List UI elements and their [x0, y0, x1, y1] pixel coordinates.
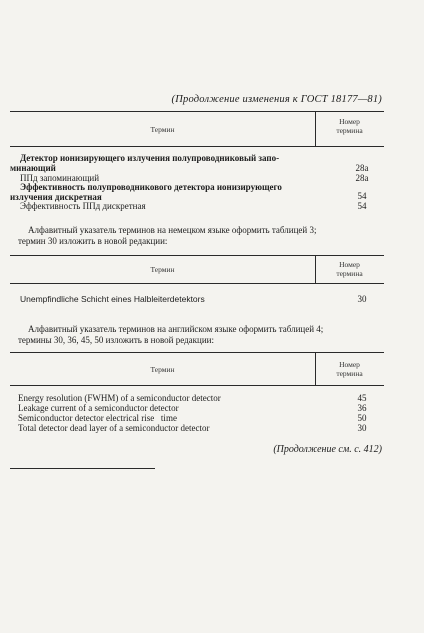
paragraph-english-index	[18, 324, 382, 346]
table1-number: 28а	[355, 163, 369, 173]
table1-number: 54	[357, 191, 367, 201]
table3-number-header	[315, 360, 384, 378]
table2-number-header-line1: Номер	[339, 260, 360, 269]
table3-number-header-line2: термина	[336, 369, 363, 378]
table1-term-cont: излучения дискретная	[10, 192, 102, 202]
table1-term: Эффективность ППд дискретная	[20, 201, 146, 211]
table2-number-header-line2: термина	[336, 269, 363, 278]
table3-term-header: Термин	[150, 365, 175, 374]
table2-term-header: Термин	[150, 265, 175, 274]
table3-row	[18, 393, 382, 403]
table2-number-header	[315, 260, 384, 278]
table1-term: Эффективность полупроводникового детектора ионизирующего	[20, 182, 282, 192]
table2-term: Unempfindliche Schicht eines Halbleiterdetektors	[20, 294, 205, 304]
table1-term: Детектор ионизирующего излучения полупроводниковый запо-	[20, 153, 280, 163]
table1-number-header	[315, 117, 384, 135]
table1-number-header-line1: Номер	[339, 117, 360, 126]
table1-term: ППд запоминающий	[20, 173, 100, 183]
table1-row	[20, 201, 382, 211]
table1-number: 28а	[355, 173, 369, 183]
continuation-header: (Продолжение изменения к ГОСТ 18177—81)	[171, 94, 382, 105]
table1-header-rule	[10, 146, 384, 147]
table1-term-header: Термин	[150, 125, 175, 134]
table1-top-rule	[10, 111, 384, 112]
table3-number: 50	[357, 413, 367, 423]
paragraph-line: Алфавитный указатель терминов на английском языке оформить таблицей 4;	[28, 324, 324, 334]
table3-number-header-line1: Номер	[339, 360, 360, 369]
table3-row	[18, 413, 382, 423]
table2-row	[20, 294, 382, 304]
table3-top-rule	[10, 352, 384, 353]
paragraph-line: Алфавитный указатель терминов на немецком языке оформить таблицей 3;	[28, 225, 317, 235]
table3-term: Semiconductor detector electrical rise time	[18, 413, 177, 423]
table1-number: 54	[357, 201, 367, 211]
footnote-separator	[10, 468, 155, 469]
table3-number: 36	[357, 403, 367, 413]
table2-header-rule	[10, 283, 384, 284]
table3-header-rule	[10, 385, 384, 386]
table1-row	[10, 182, 382, 202]
table1-term-cont: минающий	[10, 163, 56, 173]
table2-number: 30	[357, 294, 367, 304]
continuation-footer: (Продолжение см. с. 412)	[273, 444, 382, 455]
table2-top-rule	[10, 255, 384, 256]
table3-number: 45	[357, 393, 367, 403]
table1-number-header-line2: термина	[336, 126, 363, 135]
table1-row	[10, 153, 382, 173]
table3-term: Total detector dead layer of a semiconductor detector	[18, 423, 210, 433]
table3-number: 30	[357, 423, 367, 433]
table3-row	[18, 403, 382, 413]
paragraph-line: термины 30, 36, 45, 50 изложить в новой редакции:	[18, 335, 214, 345]
table3-row	[18, 423, 382, 433]
paragraph-german-index	[18, 225, 382, 247]
table3-term: Leakage current of a semiconductor detector	[18, 403, 179, 413]
table3-term: Energy resolution (FWHM) of a semiconductor detector	[18, 393, 221, 403]
paragraph-line: термин 30 изложить в новой редакции:	[18, 236, 168, 246]
